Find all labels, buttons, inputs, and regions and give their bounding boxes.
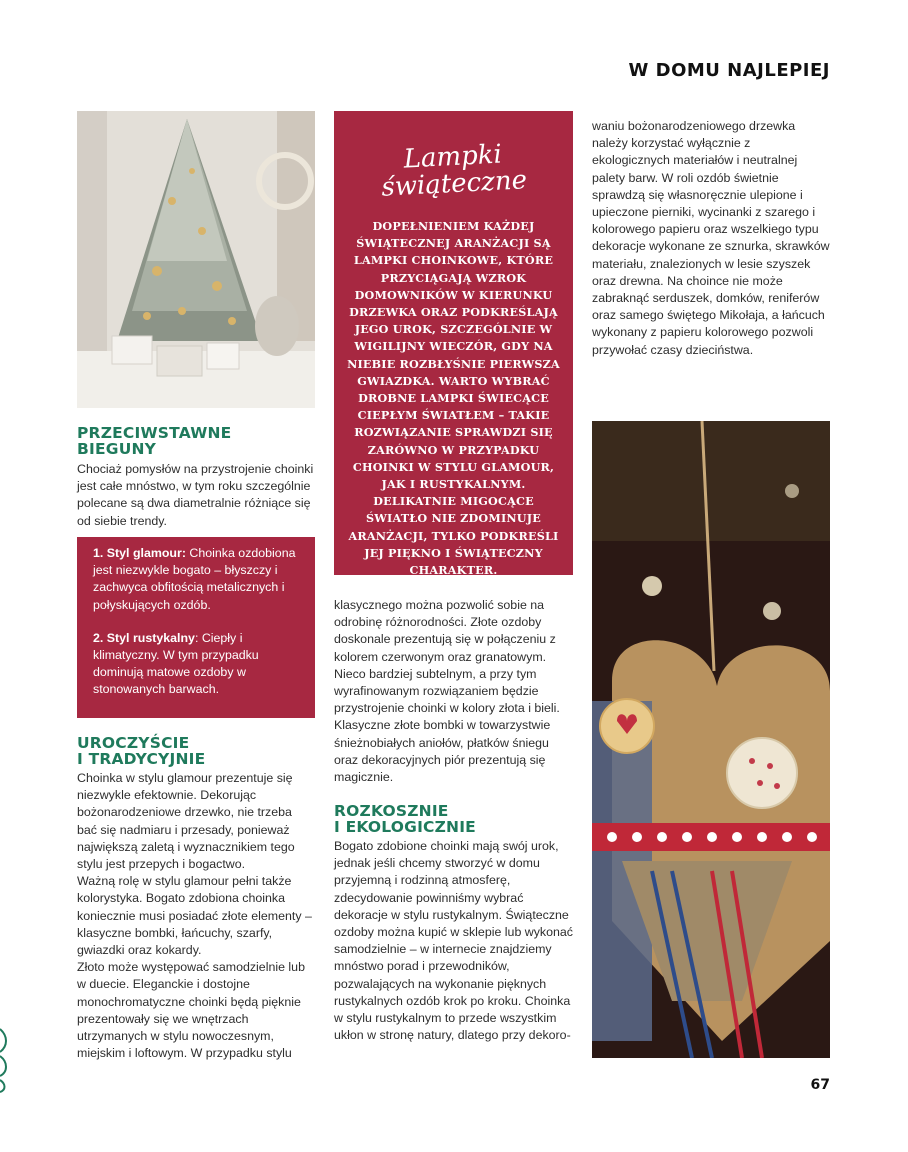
heading-uroczyscie-line1: UROCZYŚCIE [77,734,190,752]
style-glamour-text: Choinka ozdobiona jest niezwykle bogato – błyszczy i zachwyca obfitością metalicznych i połyskujących ozdób. [93,546,296,612]
lampki-title [333,138,574,204]
heading-rozkosznie-line2: I EKOLOGICZNIE [334,818,476,836]
middle-column-text: klasycznego można pozwolić sobie na odrobinę różnorodności. Złote ozdoby doskonale prezentują się w połączeniu z kolorem czerwonym oraz granatowym. Nieco bardziej subtelnym, a przy tym wyrafinowanym rozwiązaniem będzie przystrojenie choinki w kolory złota i bieli. Klasyczne złote bombki w towarzystwie śnieżnobiałych aniołów, płatków śniegu oraz dekoracyjnych piór prezentują się magicznie. [334,598,560,785]
heading-uroczyscie-line2: I TRADYCYJNIE [77,750,206,768]
christmas-tree-photo [77,111,315,408]
style-glamour-label: 1. Styl glamour: [93,546,186,560]
styles-box [77,537,315,718]
style-rustykalny-label: 2. Styl rustykalny [93,630,195,645]
heart-illustration [592,421,830,1058]
lampki-title-line1: Lampki [402,139,503,175]
heading-przeciwstawne-line2: BIEGUNY [77,440,157,458]
style-item-rustykalny [93,630,305,699]
lampki-text: DOPEŁNIENIEM KAŻDEJ ŚWIĄTECZNEJ ARANŻACJI SĄ LAMPKI CHOINKOWE, KTÓRE PRZYCIĄGAJĄ WZROK DOMOWNIKÓW W KIERUNKU DRZEWKA ORAZ PODKREŚLAJĄ JEGO UROK, SZCZEGÓLNIE W WIGILIJNY WIECZÓR, GDY NA NIEBIE ROZBŁYŚNIE PIERWSZA GWIAZDKA. WARTO WYBRAĆ DROBNE LAMPKI ŚWIECĄCE CIEPŁYM ŚWIATŁEM – TAKIE ROZWIĄZANIE SPRAWDZI SIĘ ZARÓWNO W PRZYPADKU CHOINKI W STYLU GLAMOUR, JAK I RUSTYKALNYM. DELIKATNIE MIGOCĄCE ŚWIATŁO NIE ZDOMINUJE ARANŻACJI, TYLKO PODKREŚLI JEJ PIĘKNO I ŚWIĄTECZNY CHARAKTER. [347,219,560,578]
section3-text: Bogato zdobione choinki mają swój urok, jednak jeśli chcemy stworzyć w domu przyjemną i rodzinną atmosferę, zdecydowanie powinniśmy wybrać dekoracje w stylu rustykalnym. Świąteczne ozdoby można kupić w sklepie lub wykonać samodzielnie – w internecie znajdziemy mnóstwo porad i przewodników, pozwalających na wykonanie pięknych rustykalnych ozdób krok po kroku. Choinka w stylu rustykalnym to przede wszystkim ukłon w stronę natury, dlatego przy dekoro- [334,839,573,1043]
tree-illustration [77,111,315,408]
heading-przeciwstawne-line1: PRZECIWSTAWNE [77,424,232,442]
heading-uroczyscie [77,735,315,767]
lampki-title-line2: świąteczne [380,165,528,203]
section2-para2: Ważną rolę w stylu glamour pełni także kolorystyka. Bogato zdobiona choinka koniecznie musi posiadać złote elementy – klasyczne bombki, łańcuchy, szarfy, gwiazdki oraz kokardy. [77,874,312,958]
lampki-feature-box [334,111,573,578]
right-column-text: waniu bożonarodzeniowego drzewka należy korzystać wyłącznie z ekologicznych materiałów i neutralnej palety barw. W roli ozdób świetnie sprawdzą się własnoręcznie ulepione i upieczone pierniki, wycinanki z szarego i kolorowego papieru oraz wszelkiego typu dekoracje wykonane ze sznurka, skrawków materiału, znalezionych w lesie szyszek oraz drewna. Na choince nie może zabraknąć serduszek, domków, reniferów oraz samego świętego Mikołaja, a łańcuch wykonany z papieru kolorowego pozwoli przywołać czasy dzieciństwa. [592,119,830,357]
heading-przeciwstawne [77,425,315,457]
section1-text: Chociaż pomysłów na przystrojenie choinki jest całe mnóstwo, w tym roku szczególnie polecane są dwa diametralnie różniące się od siebie trendy. [77,462,314,528]
leaf-decoration-icon [0,1024,12,1094]
section2-text [77,770,315,1062]
heading-rozkosznie [334,803,573,835]
page-number: 67 [810,1077,830,1093]
heading-rozkosznie-line1: ROZKOSZNIE [334,802,449,820]
heart-ornament-photo [592,421,830,1058]
section-title: W DOMU NAJLEPIEJ [628,60,830,81]
section2-para3: Złoto może występować samodzielnie lub w duecie. Eleganckie i dostojne monochromatyczne choinki będą pięknie prezentowały się we wnętrzach utrzymanych w stylu nowoczesnym, miejskim i loftowym. W przypadku stylu [77,960,305,1061]
section2-para1: Choinka w stylu glamour prezentuje się niezwykle efektownie. Dekorując bożonarodzeniowe drzewko, nie trzeba bać się nadmiaru i przesady, ponieważ największą zaletą i wyznacznikiem tego stylu jest przepych i bogactwo. [77,771,295,872]
style-item-glamour [93,545,305,614]
style-rustykalny-text: : Ciepły i klimatyczny. W tym przypadku dominują matowe ozdoby w stonowanych barwach. [93,630,259,697]
